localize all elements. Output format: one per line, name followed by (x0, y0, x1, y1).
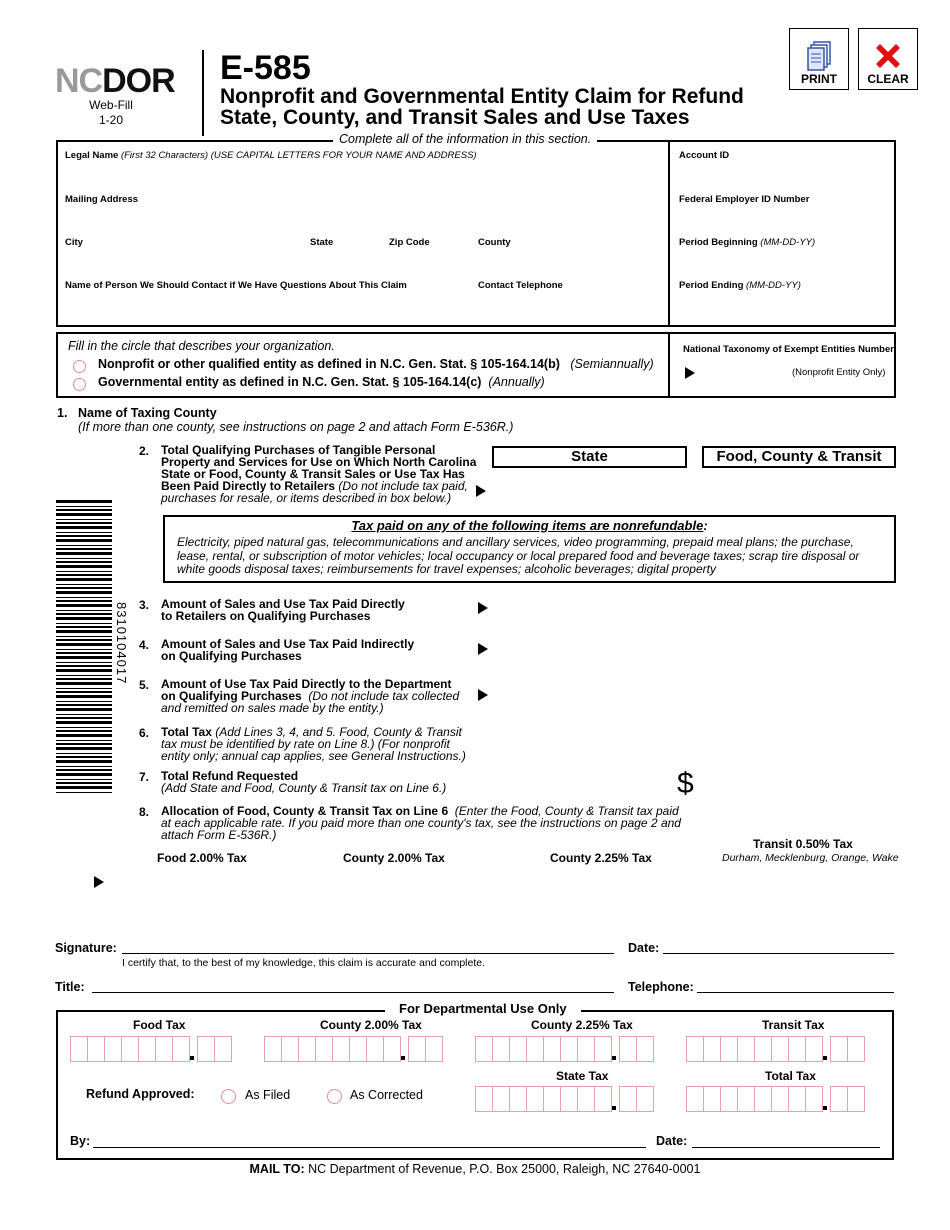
line5-number: 5. (139, 678, 150, 692)
line7-text: Total Refund Requested (Add State and Food, County & Transit tax on Line 6.) (161, 769, 447, 795)
county2-tax-label: County 2.00% Tax (343, 851, 445, 865)
mail-to: MAIL TO: NC Department of Revenue, P.O. Box 25000, Raleigh, NC 27640-0001 (249, 1162, 701, 1176)
line3-state-input[interactable] (492, 596, 687, 620)
sign-date-line[interactable] (663, 938, 894, 954)
line2-text: Total Qualifying Purchases of Tangible Personal Property and Services for Use on Which North Carolina State or Food, County & Transit Sales or Use Tax Has Been Paid Directly to Retailers (Do not include tax paid, purchases for resale, or items described in box below.) (161, 443, 477, 505)
telephone-label: Telephone: (628, 980, 694, 994)
line2-number: 2. (139, 444, 150, 458)
account-id-label: Account ID (679, 150, 730, 161)
dept-total-tax-label: Total Tax (765, 1069, 816, 1083)
line8-text: Allocation of Food, County & Transit Tax on Line 6 (Enter the Food, County & Transit tax paid at each applicable rate. If you paid more than one county's tax, see the instructions on page 2 and attach Form E-536R.) (161, 804, 681, 842)
dept-state-tax-label: State Tax (556, 1069, 609, 1083)
dept-food-tax-boxes (70, 1036, 231, 1062)
line3-number: 3. (139, 598, 150, 612)
period-end-input[interactable] (676, 292, 890, 320)
barcode (56, 500, 112, 794)
dept-food-tax-label: Food Tax (133, 1018, 186, 1032)
legal-name-input[interactable] (62, 162, 662, 190)
county225-tax-label: County 2.25% Tax (550, 851, 652, 865)
refund-approved-label: Refund Approved: (86, 1087, 195, 1101)
telephone-line[interactable] (697, 977, 894, 993)
governmental-label: Governmental entity as defined in N.C. Gen. Stat. § 105-164.14(c) (Annually) (98, 375, 545, 389)
nonrefundable-title: Tax paid on any of the following items are nonrefundable: (351, 518, 708, 533)
state-input[interactable] (308, 249, 378, 277)
as-filed-radio[interactable] (221, 1089, 236, 1104)
fein-input[interactable] (676, 206, 890, 234)
dept-heading: For Departmental Use Only (385, 1001, 581, 1016)
line5-fct-input[interactable] (702, 683, 896, 707)
dept-state-tax-boxes (475, 1086, 653, 1112)
line1-title: Name of Taxing County (78, 406, 217, 420)
web-fill-label: Web-Fill (89, 98, 133, 112)
ntee-input[interactable] (700, 362, 790, 384)
dept-county225-label: County 2.25% Tax (531, 1018, 633, 1032)
signature-line[interactable] (122, 938, 614, 954)
line5-text: Amount of Use Tax Paid Directly to the Department on Qualifying Purchases (Do not include tax collected and remitted on sales made by the entity.) (161, 677, 460, 715)
id-section-divider (668, 142, 670, 327)
line5-arrow-icon (478, 689, 488, 701)
clear-icon (872, 40, 904, 72)
by-label: By: (70, 1134, 91, 1148)
print-button[interactable] (789, 28, 849, 90)
line5-state-input[interactable] (492, 683, 687, 707)
city-input[interactable] (62, 249, 302, 277)
mailing-address-input[interactable] (62, 206, 662, 234)
line6-state-input[interactable] (492, 728, 687, 752)
form-title-line2: State, County, and Transit Sales and Use Taxes (220, 106, 690, 129)
line4-fct-input[interactable] (702, 637, 896, 661)
as-corrected-label: As Corrected (350, 1088, 423, 1102)
org-instruction: Fill in the circle that describes your organization. (68, 339, 335, 353)
transit-counties: Durham, Mecklenburg, Orange, Wake (722, 852, 899, 864)
transit-tax-label: Transit 0.50% Tax (753, 837, 853, 851)
line6-number: 6. (139, 726, 150, 740)
line4-state-input[interactable] (492, 637, 687, 661)
dept-county225-boxes (475, 1036, 653, 1062)
line1-note: (If more than one county, see instructions on page 2 and attach Form E-536R.) (78, 420, 514, 434)
signature-label: Signature: (55, 941, 117, 955)
version-label: 1-20 (98, 113, 124, 127)
dept-date-label: Date: (656, 1134, 688, 1148)
dept-transit-boxes (686, 1036, 864, 1062)
form-id: E-585 (220, 49, 311, 87)
dept-transit-label: Transit Tax (762, 1018, 825, 1032)
header-divider (202, 50, 204, 136)
line3-text: Amount of Sales and Use Tax Paid Directly to Retailers on Qualifying Purchases (161, 597, 405, 623)
line8-food-input[interactable] (120, 872, 290, 896)
food-tax-label: Food 2.00% Tax (157, 851, 247, 865)
line8-arrow-icon (94, 876, 104, 888)
clear-label: CLEAR (867, 72, 909, 86)
line8-transit-input[interactable] (720, 872, 890, 896)
line4-text: Amount of Sales and Use Tax Paid Indirectly on Qualifying Purchases (161, 637, 415, 663)
ntee-label: National Taxonomy of Exempt Entities Number (683, 344, 894, 355)
nonprofit-label: Nonprofit or other qualified entity as defined in N.C. Gen. Stat. § 105-164.14(b) (Semiannually) (98, 357, 654, 371)
line1-number: 1. (57, 406, 68, 420)
zip-label: Zip Code (389, 237, 430, 248)
period-end-label: Period Ending (MM-DD-YY) (679, 280, 801, 291)
nonrefundable-text: Electricity, piped natural gas, telecommunications and ancillary services, video programming, prepaid meal plans; the purchase, lease, rental, or subscription of motor vehicles; local occupancy or local prepared food and beverage taxes; scrap tire disposal or white goods disposal taxes; reimbursements for travel expenses; alcoholic beverages; digital property (177, 535, 860, 576)
by-line[interactable] (93, 1132, 646, 1148)
nonprofit-radio[interactable] (73, 360, 86, 373)
governmental-radio[interactable] (73, 378, 86, 391)
fein-label: Federal Employer ID Number (679, 194, 810, 205)
line3-fct-input[interactable] (702, 596, 896, 620)
line2-arrow-icon (476, 485, 486, 497)
mailing-address-label: Mailing Address (65, 194, 139, 205)
line2-state-input[interactable] (492, 478, 687, 502)
city-label: City (65, 237, 83, 248)
line3-arrow-icon (478, 602, 488, 614)
dept-total-tax-boxes (686, 1086, 864, 1112)
legal-name-label: Legal Name (First 32 Characters) (USE CAPITAL LETTERS FOR YOUR NAME AND ADDRESS) (65, 150, 477, 161)
contact-name-label: Name of Person We Should Contact if We Have Questions About This Claim (65, 280, 407, 291)
line4-arrow-icon (478, 643, 488, 655)
account-id-input[interactable] (676, 162, 890, 190)
state-label: State (310, 237, 334, 248)
as-filed-label: As Filed (245, 1088, 291, 1102)
form-title-line1: Nonprofit and Governmental Entity Claim for Refund (220, 85, 744, 108)
print-label: PRINT (801, 72, 837, 86)
contact-phone-input[interactable] (476, 292, 662, 320)
zip-input[interactable] (387, 249, 472, 277)
dept-date-line[interactable] (692, 1132, 880, 1148)
dollar-sign: $ (677, 767, 694, 800)
sign-date-label: Date: (628, 941, 660, 955)
line7-number: 7. (139, 770, 150, 784)
line6-text: Total Tax (Add Lines 3, 4, and 5. Food, County & Transit tax must be identified by rate on Line 8.) (For nonprofit entity only; annual cap applies, see General Instructions.) (161, 725, 466, 763)
line6-fct-input[interactable] (702, 728, 896, 752)
dept-county2-boxes (264, 1036, 442, 1062)
section-note: Complete all of the information in this section. (333, 132, 597, 146)
county-input[interactable] (476, 249, 662, 277)
line8-number: 8. (139, 805, 150, 819)
contact-phone-label: Contact Telephone (478, 280, 563, 291)
barcode-number: 8310104017 (114, 602, 129, 685)
line4-number: 4. (139, 638, 150, 652)
contact-name-input[interactable] (62, 292, 467, 320)
fct-column-header: Food, County & Transit (702, 446, 896, 468)
clear-button[interactable] (858, 28, 918, 90)
state-column-header: State (492, 446, 687, 468)
print-icon (806, 40, 832, 72)
line8-county2-input[interactable] (310, 872, 480, 896)
title-label: Title: (55, 980, 85, 994)
certify-text: I certify that, to the best of my knowledge, this claim is accurate and complete. (122, 957, 486, 969)
line2-fct-input[interactable] (702, 478, 896, 502)
title-line[interactable] (92, 977, 614, 993)
line8-county225-input[interactable] (510, 872, 680, 896)
county-label: County (478, 237, 511, 248)
period-begin-input[interactable] (676, 249, 890, 277)
dept-county2-label: County 2.00% Tax (320, 1018, 422, 1032)
as-corrected-radio[interactable] (327, 1089, 342, 1104)
line7-refund-input[interactable] (702, 772, 896, 796)
line1-county-input[interactable] (520, 406, 890, 430)
ncdor-logo: NCDOR (55, 62, 175, 100)
ntee-note: (Nonprofit Entity Only) (792, 367, 886, 378)
period-begin-label: Period Beginning (MM-DD-YY) (679, 237, 816, 248)
ntee-arrow-icon (685, 367, 695, 379)
